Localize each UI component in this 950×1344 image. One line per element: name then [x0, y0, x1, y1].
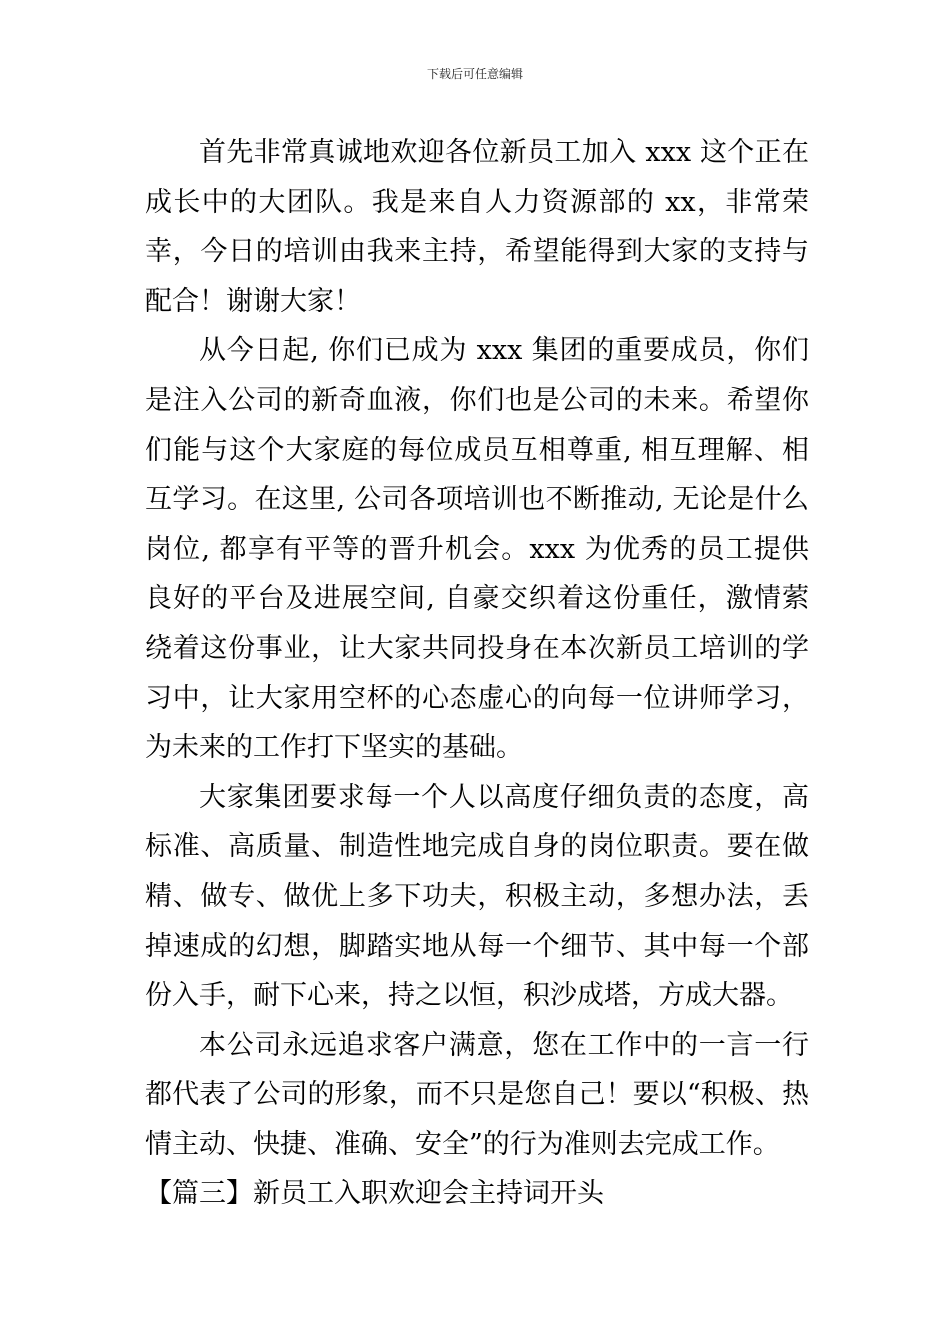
paragraph-requirements: 大家集团要求每一个人以高度仔细负责的态度，高标准、高质量、制造性地完成自身的岗位职责。要在做精、做专、做优上多下功夫，积极主动，多想办法，丢掉速成的幻想，脚踏实地从每一个细节、其中每一个部份入手，耐下心来，持之以恒，积沙成塔，方成大器。 — [145, 781, 809, 1012]
document-body — [145, 128, 809, 1219]
page-header-note: 下载后可任意编辑 — [426, 67, 523, 81]
paragraph-new-members: 从今日起, 你们已成为 xxx 集团的重要成员，你们是注入公司的新奇血液，你们也是公司的未来。希望你们能与这个大家庭的每位成员互相尊重, 相互理解、相互学习。在这里, 公司各项培训也不断推动, 无论是什么岗位, 都享有平等的晋升机会。xxx 为优秀的员工提供良好的平台及进展空间, 自豪交织着这份重任，激情萦绕着这份事业，让大家共同投身在本次新员工培训的学习中，让大家用空杯的心态虚心的向每一位讲师学习，为未来的工作打下坚实的基础。 — [145, 335, 809, 764]
section-heading: 【篇三】新员工入职欢迎会主持词开头 — [145, 1178, 604, 1210]
paragraph-welcome: 首先非常真诚地欢迎各位新员工加入 xxx 这个正在成长中的大团队。我是来自人力资源部的 xx，非常荣幸，今日的培训由我来主持，希望能得到大家的支持与配合！谢谢大家！ — [145, 137, 809, 317]
paragraph-customer-satisfaction: 本公司永远追求客户满意，您在工作中的一言一行都代表了公司的形象，而不只是您自己！要以“积极、热情主动、快捷、准确、安全”的行为准则去完成工作。 — [145, 1029, 809, 1160]
